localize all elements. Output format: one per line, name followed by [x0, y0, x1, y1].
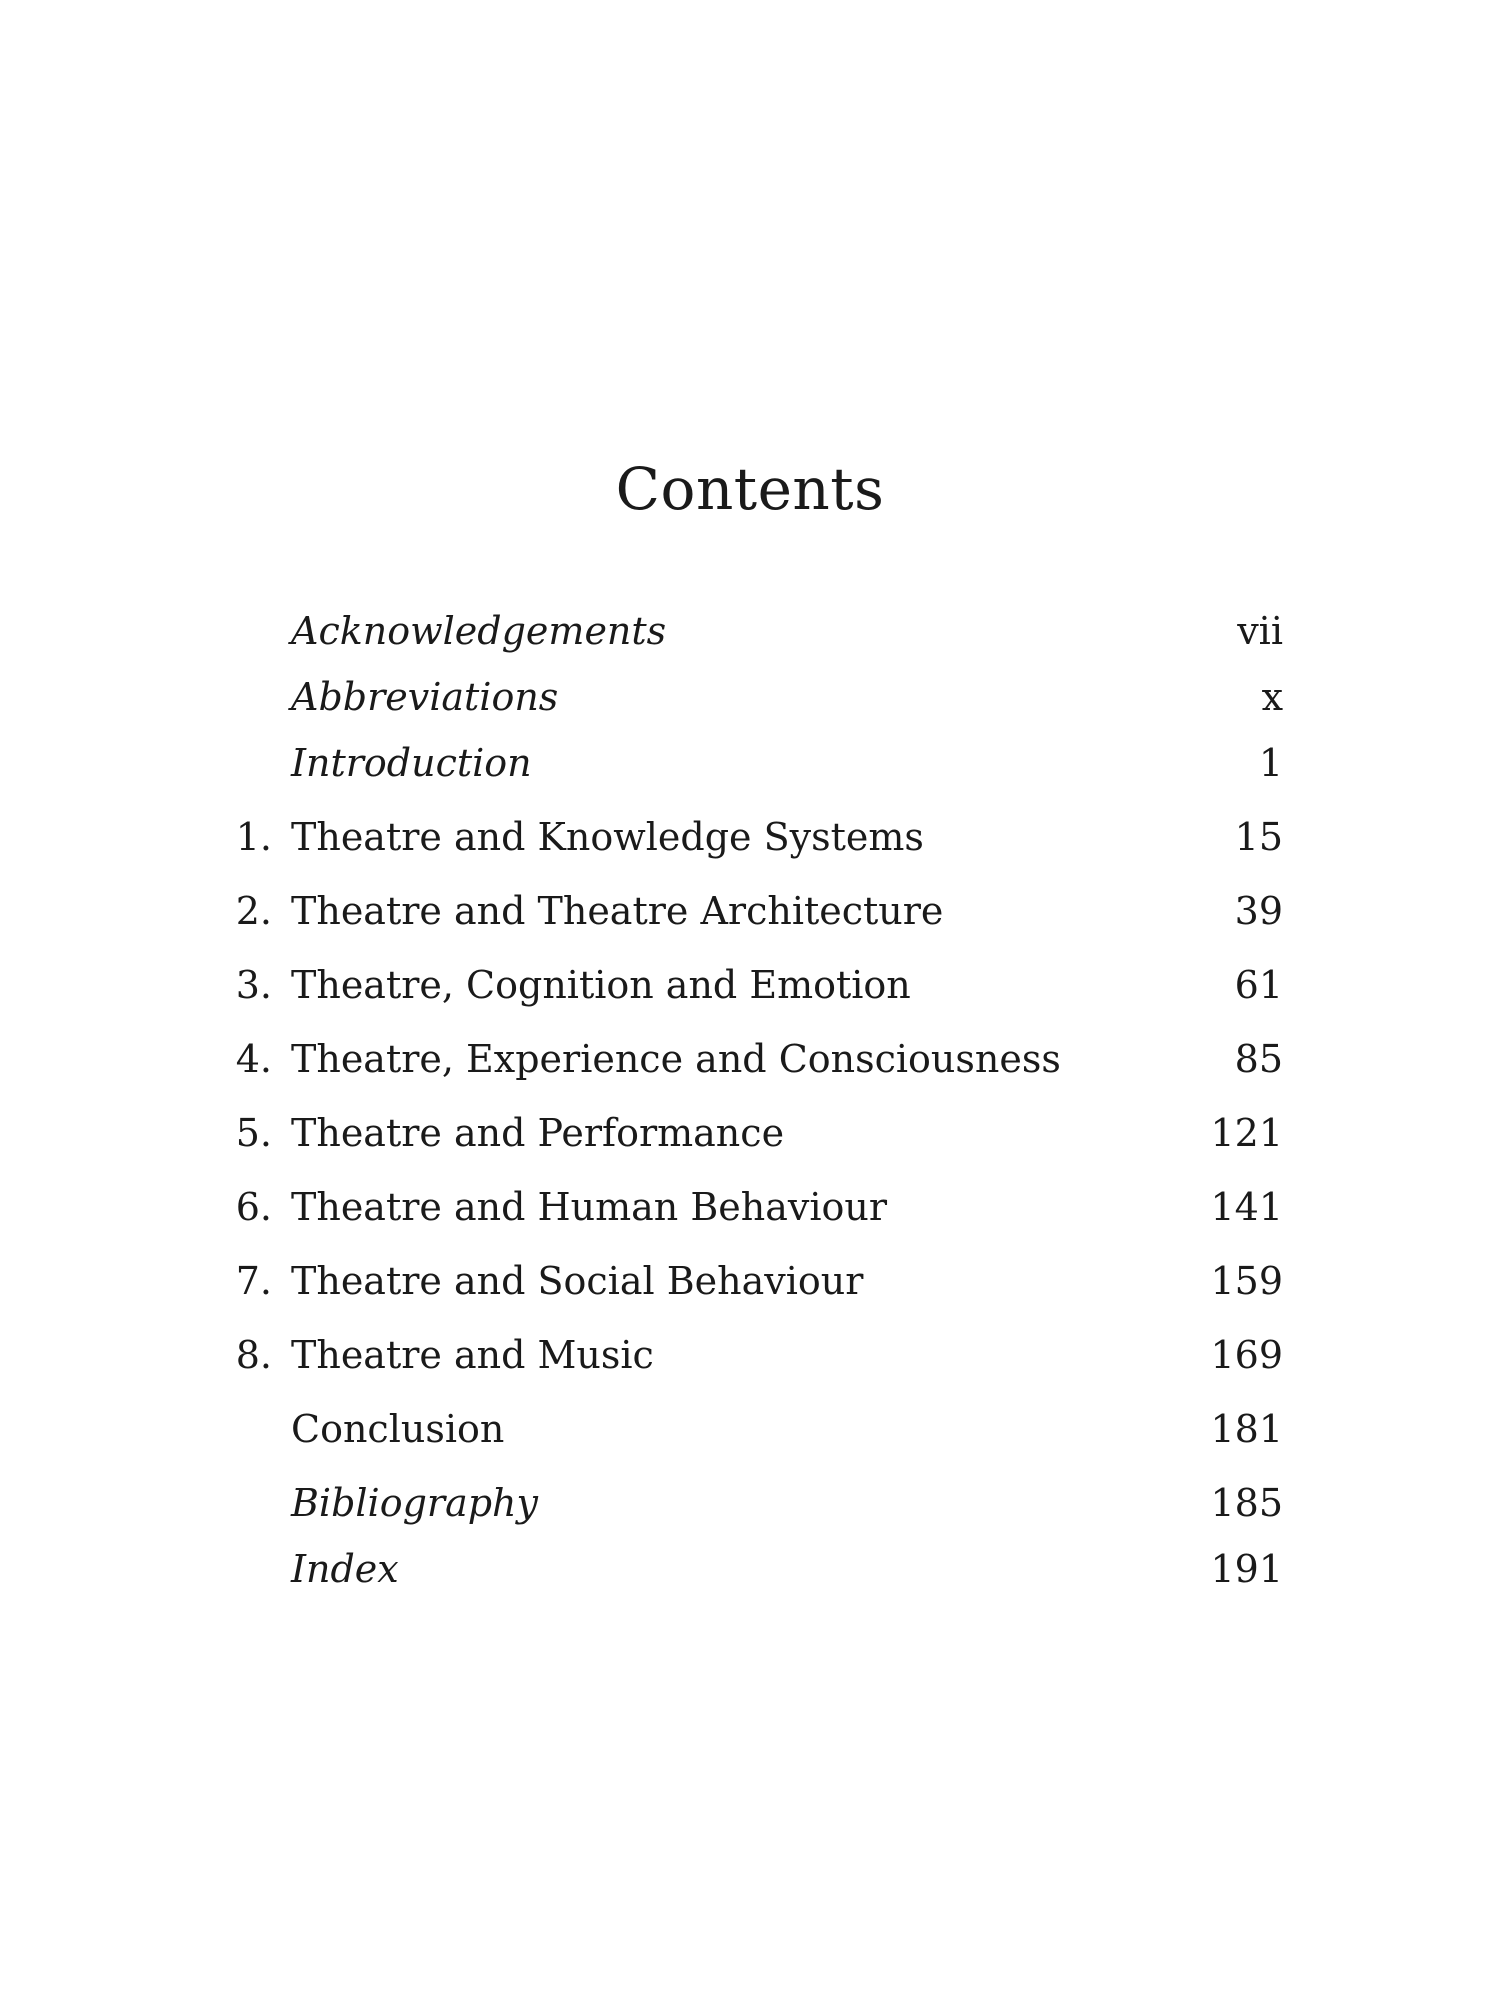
toc-entry-page: 1	[1258, 741, 1283, 785]
page-title: Contents	[615, 455, 885, 523]
toc-entry-number: 4.	[235, 1037, 272, 1081]
toc-entry-page: 61	[1234, 963, 1283, 1007]
toc-entry-page: x	[1261, 675, 1283, 719]
toc-entry-index[interactable]	[0, 1536, 1500, 1602]
toc-entry-label: Theatre and Knowledge Systems	[291, 815, 924, 859]
toc-entry-label: Index	[291, 1547, 399, 1591]
toc-entry-number: 6.	[235, 1185, 272, 1229]
toc-entry-label: Acknowledgements	[291, 609, 667, 653]
toc-entry-number: 3.	[235, 963, 272, 1007]
toc-entry-chapter-1[interactable]	[0, 804, 1500, 870]
toc-entry-number: 7.	[235, 1259, 272, 1303]
toc-entry-chapter-2[interactable]	[0, 878, 1500, 944]
toc-entry-label: Theatre, Experience and Consciousness	[291, 1037, 1061, 1081]
toc-entry-label: Abbreviations	[291, 675, 559, 719]
toc-entry-page: 181	[1210, 1407, 1283, 1451]
toc-entry-chapter-5[interactable]	[0, 1100, 1500, 1166]
toc-entry-number: 2.	[235, 889, 272, 933]
toc-entry-page: 159	[1210, 1259, 1283, 1303]
toc-entry-chapter-6[interactable]	[0, 1174, 1500, 1240]
toc-entry-label: Theatre, Cognition and Emotion	[291, 963, 911, 1007]
toc-entry-bibliography[interactable]	[0, 1470, 1500, 1536]
toc-entry-label: Theatre and Music	[291, 1333, 654, 1377]
toc-entry-introduction[interactable]	[0, 730, 1500, 796]
toc-entry-number: 8.	[235, 1333, 272, 1377]
toc-entry-number: 1.	[235, 815, 272, 859]
toc-entry-chapter-8[interactable]	[0, 1322, 1500, 1388]
table-of-contents	[0, 598, 1500, 1602]
toc-entry-page: 169	[1210, 1333, 1283, 1377]
toc-entry-page: 15	[1234, 815, 1283, 859]
toc-entry-conclusion[interactable]	[0, 1396, 1500, 1462]
toc-entry-label: Theatre and Human Behaviour	[291, 1185, 888, 1229]
toc-entry-page: 121	[1210, 1111, 1283, 1155]
toc-entry-label: Introduction	[291, 741, 532, 785]
toc-entry-page: 191	[1210, 1547, 1283, 1591]
toc-entry-page: vii	[1237, 609, 1283, 653]
toc-entry-page: 85	[1234, 1037, 1283, 1081]
toc-entry-label: Theatre and Social Behaviour	[291, 1259, 864, 1303]
toc-entry-abbreviations[interactable]	[0, 664, 1500, 730]
toc-entry-acknowledgements[interactable]	[0, 598, 1500, 664]
toc-entry-label: Bibliography	[291, 1481, 538, 1525]
toc-entry-page: 141	[1210, 1185, 1283, 1229]
toc-entry-label: Theatre and Theatre Architecture	[291, 889, 944, 933]
toc-entry-number: 5.	[235, 1111, 272, 1155]
toc-entry-page: 185	[1210, 1481, 1283, 1525]
toc-entry-page: 39	[1234, 889, 1283, 933]
toc-entry-label: Conclusion	[291, 1407, 505, 1451]
toc-entry-label: Theatre and Performance	[291, 1111, 785, 1155]
toc-entry-chapter-4[interactable]	[0, 1026, 1500, 1092]
toc-entry-chapter-7[interactable]	[0, 1248, 1500, 1314]
toc-entry-chapter-3[interactable]	[0, 952, 1500, 1018]
